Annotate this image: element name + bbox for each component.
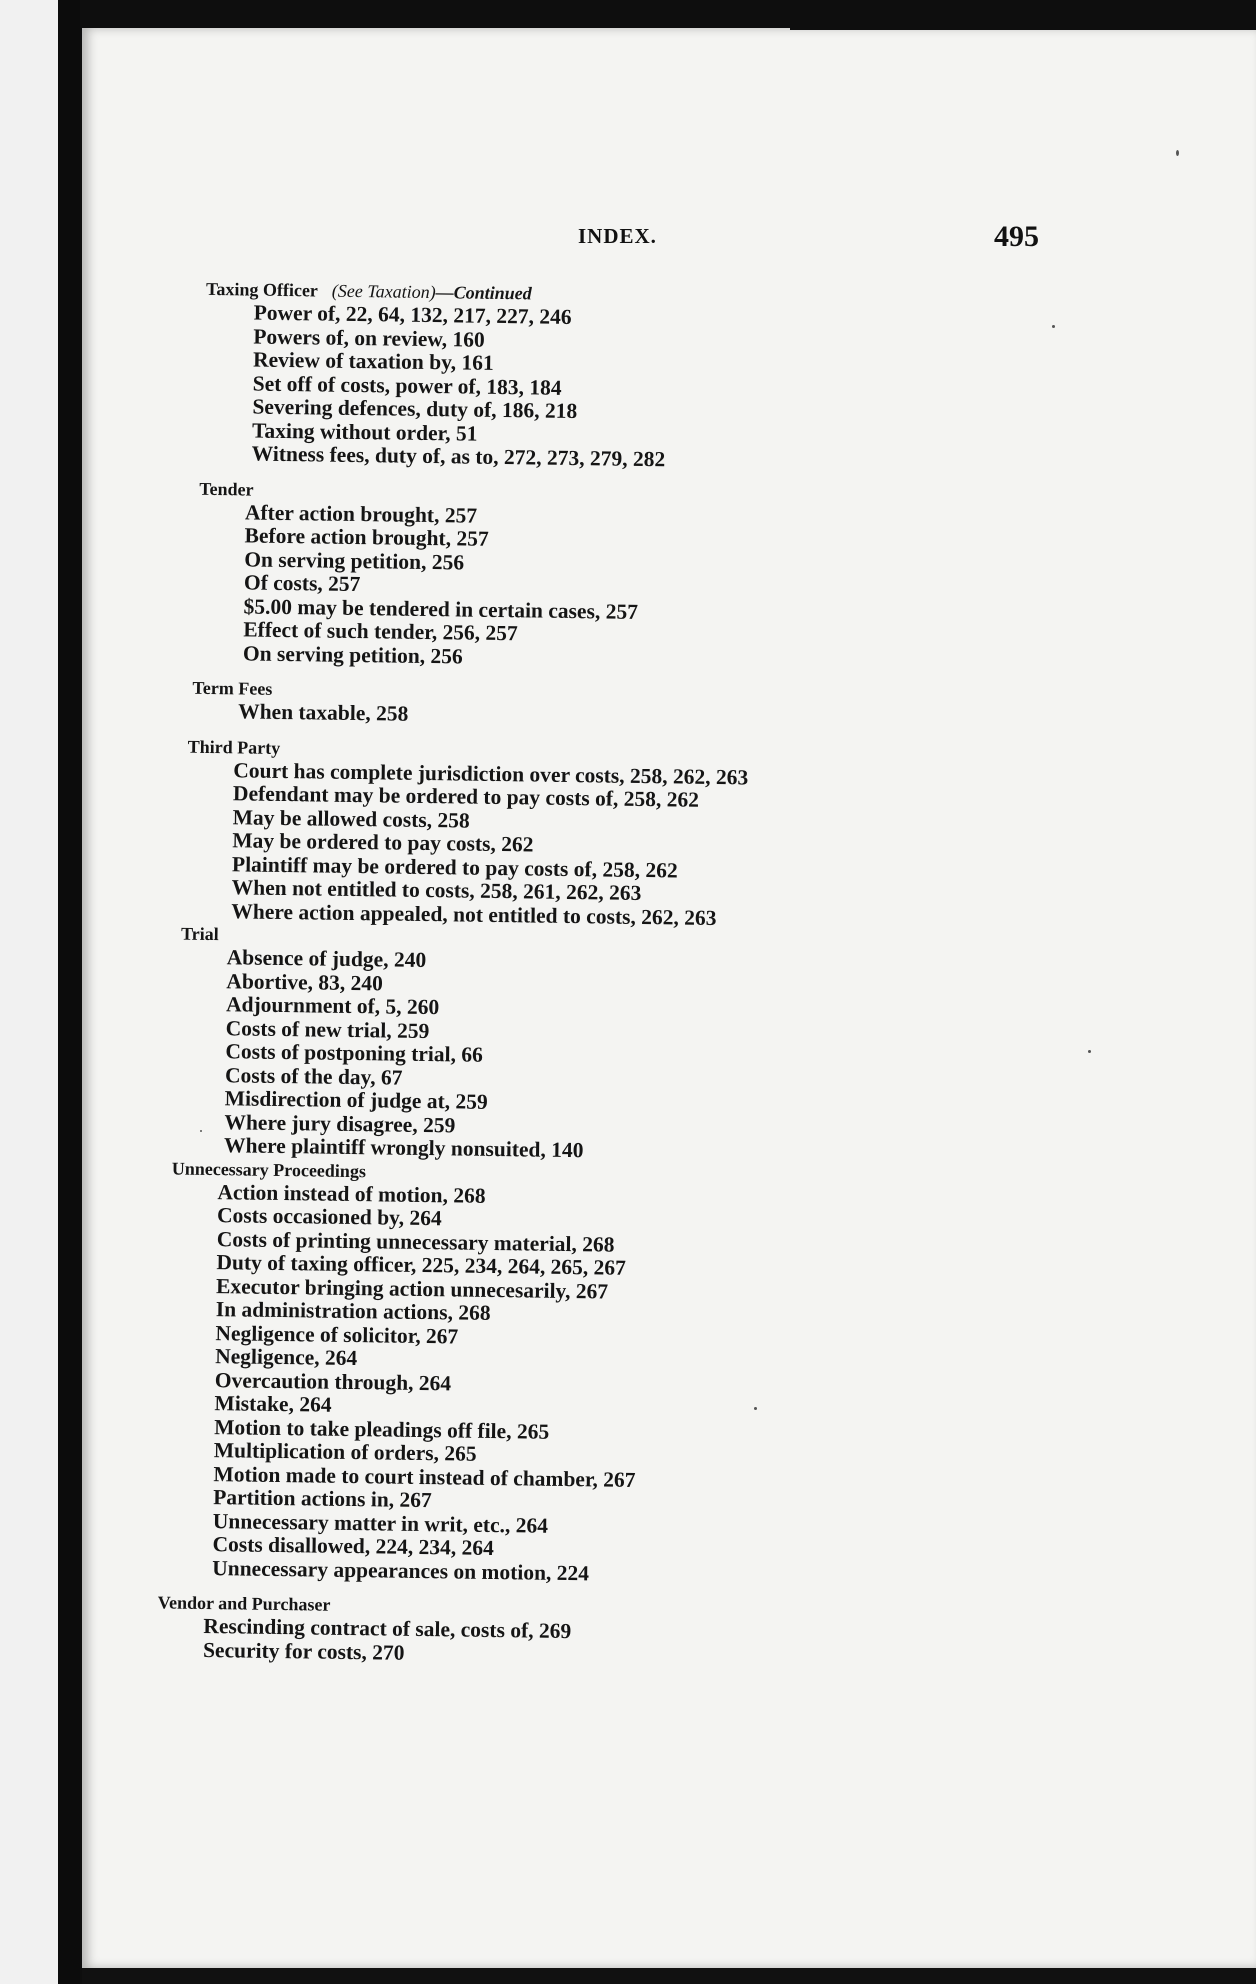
index-entry: Misdirection of judge at, 259	[224, 1086, 488, 1114]
index-entry: Where jury disagree, 259	[224, 1109, 456, 1137]
index-entry: Negligence of solicitor, 267	[215, 1320, 459, 1348]
index-entry: Motion made to court instead of chamber, 267	[213, 1461, 636, 1492]
index-section-taxing-officer	[2, 275, 1256, 480]
section-heading: Trial	[180, 923, 219, 945]
section-heading: Unnecessary Proceedings	[171, 1157, 367, 1181]
continued-text: —Continued	[435, 282, 532, 304]
top-dark-edge	[790, 0, 1256, 30]
index-entry: Partition actions in, 267	[213, 1485, 432, 1513]
index-entry: Adjournment of, 5, 260	[225, 992, 440, 1020]
index-entry: Defendant may be ordered to pay costs of, 258, 262	[232, 781, 700, 812]
index-entry: Taxing without order, 51	[251, 418, 478, 446]
section-heading: Term Fees	[192, 677, 273, 699]
index-entry: Costs disallowed, 224, 234, 264	[212, 1532, 495, 1561]
index-entry: Executor bringing action unnecesarily, 267	[215, 1273, 609, 1304]
index-entry: Multiplication of orders, 265	[213, 1438, 477, 1466]
index-entry: Abortive, 83, 240	[226, 968, 384, 995]
index-entry: Costs of the day, 67	[224, 1062, 403, 1090]
index-entry: Of costs, 257	[243, 570, 361, 597]
index-entry: Negligence, 264	[214, 1344, 358, 1371]
index-section-trial	[0, 920, 1251, 1172]
index-entry: Costs of new trial, 259	[225, 1015, 430, 1043]
section-heading: Third Party	[187, 736, 281, 758]
index-entry: In administration actions, 268	[215, 1297, 491, 1325]
index-entry: Unnecessary appearances on motion, 224	[212, 1555, 590, 1585]
index-entry: Rescinding contract of sale, costs of, 269	[203, 1613, 572, 1644]
index-entry: May be ordered to pay costs, 262	[232, 828, 534, 857]
index-entry: Review of taxation by, 161	[252, 347, 494, 375]
index-entry: Costs occasioned by, 264	[216, 1203, 442, 1231]
header-title: INDEX.	[578, 224, 657, 248]
index-entry: Costs of postponing trial, 66	[225, 1039, 484, 1067]
index-entry: Duty of taxing officer, 225, 234, 264, 265, 267	[216, 1250, 627, 1280]
index-entry: Where action appealed, not entitled to costs, 262, 263	[231, 898, 717, 930]
index-entry: May be allowed costs, 258	[232, 804, 470, 833]
index-entry: Set off of costs, power of, 183, 184	[252, 371, 562, 400]
index-body	[0, 275, 1256, 1676]
index-entry: On serving petition, 256	[242, 640, 463, 668]
index-entry: Mistake, 264	[214, 1391, 332, 1417]
index-section-unnecessary-proceedings	[0, 1154, 1248, 1594]
index-entry: When taxable, 258	[238, 699, 409, 726]
index-entry: Powers of, on review, 160	[253, 324, 485, 352]
index-entry: On serving petition, 256	[244, 546, 465, 574]
index-section-tender	[0, 475, 1256, 680]
index-entry: Where plaintiff wrongly nonsuited, 140	[223, 1133, 584, 1163]
index-entry: Plaintiff may be ordered to pay costs of, 258, 262	[231, 851, 678, 883]
index-entry: Unnecessary matter in writ, etc., 264	[212, 1508, 549, 1538]
index-entry: Motion to take pleadings off file, 265	[214, 1414, 550, 1444]
index-entry: Absence of judge, 240	[226, 945, 427, 973]
index-entry: Power of, 22, 64, 132, 217, 227, 246	[253, 300, 572, 329]
index-entry: When not entitled to costs, 258, 261, 262, 263	[231, 875, 642, 906]
section-heading: Vendor and Purchaser	[157, 1592, 331, 1615]
index-entry: Action instead of motion, 268	[217, 1179, 486, 1208]
paper-speck	[1176, 150, 1179, 156]
see-also-text: (See Taxation)	[331, 280, 436, 303]
index-entry: Witness fees, duty of, as to, 272, 273, 279, 282	[251, 441, 666, 472]
section-heading: Tender	[199, 478, 254, 500]
running-header	[82, 220, 1256, 264]
index-entry: Before action brought, 257	[244, 523, 489, 551]
bottom-dark-edge	[82, 1968, 1256, 1984]
heading-text: Taxing Officer	[205, 278, 319, 301]
index-entry: $5.00 may be tendered in certain cases, 257	[243, 593, 639, 624]
index-entry: Effect of such tender, 256, 257	[243, 617, 518, 646]
index-entry: Overcaution through, 264	[214, 1367, 452, 1395]
index-entry: Security for costs, 270	[202, 1637, 405, 1665]
index-entry: Costs of printing unnecessary material, 268	[216, 1226, 615, 1257]
index-entry: After action brought, 257	[244, 499, 478, 528]
cross-reference-note	[332, 281, 532, 304]
index-entry: Court has complete jurisdiction over costs, 258, 262, 263	[233, 757, 749, 789]
index-section-third-party	[0, 733, 1254, 938]
page-number: 495	[994, 220, 1039, 253]
index-entry: Severing defences, duty of, 186, 218	[252, 394, 578, 424]
